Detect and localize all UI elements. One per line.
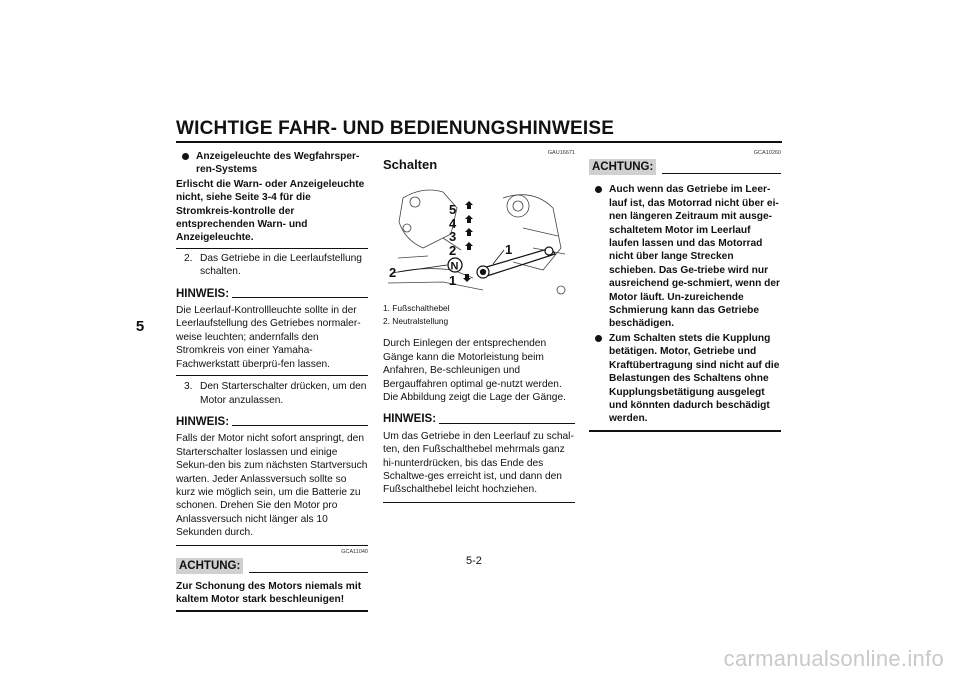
gear-neutral-label: N [450,260,459,273]
column-middle [383,150,575,503]
down-arrow-icon [463,274,471,282]
up-arrow-icon [465,242,473,250]
bullet-text: Zum Schalten stets die Kupplung betätigen. Motor, Getriebe und Kraftübertragung sind nicht auf die Belastungen des Schaltens ohne Kupplungsbetätigung ausgelegt und könnten dadurch beschädigt werden. [609,332,780,425]
note-rule [439,423,575,424]
reference-code: GCA11040 [341,548,368,555]
achtung-rule [662,173,781,174]
gear-5-label: 5 [449,202,457,218]
achtung-rule [249,572,368,573]
note-heading [176,416,368,429]
caption-1: 1. Fußschalthebel [383,303,450,314]
warning-paragraph: Erlischt die Warn- oder Anzeigeleuchte nicht, siehe Seite 3-4 für die Stromkreis-kontrolle der entsprechenden Warn- und Anzeigeleuchte. [176,178,365,244]
shifting-paragraph: Durch Einlegen der entsprechenden Gänge kann die Motorleistung beim Anfahren, Be-schleunigen und Bergauffahren optimal ge-nutzt werden. Die Abbildung zeigt die Lage der Gänge. [383,338,566,404]
note-text: Um das Getriebe in den Leerlauf zu schal-ten, den Fußschalthebel mehrmals ganz hi-nunterdrücken, bis das Ende des Schaltwe-ges erreicht ist, und dann den Fußschalthebel leicht hochziehen. [383,430,574,496]
up-arrow-icon [465,215,473,223]
divider [176,375,368,376]
achtung-heading [589,159,781,175]
title-rule [176,141,782,143]
achtung-label: ACHTUNG: [589,159,656,175]
step-number: 2. [184,252,193,264]
callout-1: 1 [505,242,513,258]
bullet-immobilizer [176,150,368,177]
note-rule [232,425,368,426]
caption-2: 2. Neutralstellung [383,316,449,327]
page-number: 5-2 [466,555,482,567]
note-label: HINWEIS: [176,287,230,300]
callout-2: 2 [389,265,397,281]
bullet-icon [595,335,602,342]
gear-2-label: 2 [449,243,457,259]
achtung-end-rule [589,430,781,432]
up-arrow-icon [465,228,473,236]
gear-shift-figure [383,178,575,298]
note-heading [383,413,575,426]
gear-3-label: 3 [449,229,457,245]
reference-code: GAU16671 [547,150,575,156]
note-text: Die Leerlauf-Kontrollleuchte sollte in der Leerlaufstellung des Getriebes normaler-weise leuchten; andernfalls den Stromkreis von einer Yamaha-Fachwerkstatt überprü-fen lassen. [176,305,361,370]
note-label: HINWEIS: [383,413,437,426]
step-text: Den Starterschalter drücken, um den Motor anzulassen. [200,381,367,406]
chapter-number: 5 [135,318,145,335]
bullet-text: Auch wenn das Getriebe im Leer-lauf ist, das Motorrad nicht über ei-nen längeren Zeitraum mit ausge-schaltetem Motor im Leerlauf laufen lassen und das Motorrad nicht über lange Strecken schieben. Das Ge-triebe wird nur ausreichend ge-schmiert, wenn der Motor läuft. Un-zureichende Schmierung kann das Getriebe beschädigen. [609,184,780,330]
bullet-icon [182,153,189,160]
bullet-heading: Anzeigeleuchte des Wegfahrsper-ren-Systems [196,151,360,176]
engine-line-drawing [388,190,565,294]
step-number: 3. [184,381,193,393]
bullet-icon [595,186,602,193]
achtung-label: ACHTUNG: [176,558,243,574]
divider [176,545,368,546]
section-title: Schalten [383,157,438,172]
step-2 [176,252,368,279]
column-left [176,150,368,612]
step-3 [176,380,368,407]
gear-1-label: 1 [449,273,457,289]
note-rule [232,297,368,298]
reference-code: GCA10260 [753,150,781,156]
achtung-end-rule [176,610,368,612]
divider [176,248,368,249]
step-text: Das Getriebe in die Leerlaufstellung schalten. [200,252,362,278]
note-label: HINWEIS: [176,415,230,428]
gear-indicators [389,201,512,288]
up-arrow-icon [465,201,473,209]
achtung-heading [176,558,368,574]
divider [383,502,575,503]
note-text: Falls der Motor nicht sofort anspringt, den Starterschalter loslassen und einige Sekun-den bis zum nächsten Startversuch warten. Jeder Anlassversuch sollte so kurz wie möglich sein, um die Batterie zu schonen. Drehen Sie den Motor pro Anlassversuch nicht länger als 10 Sekunden durch. [176,433,368,539]
achtung-text: Zur Schonung des Motors niemals mit kaltem Motor stark beschleunigen! [176,580,362,606]
page-title: WICHTIGE FAHR- UND BEDIENUNGSHINWEISE [176,118,615,139]
note-heading [176,288,368,301]
achtung-bullet-2 [589,332,781,426]
column-right [589,150,781,432]
gear-4-label: 4 [449,216,457,232]
watermark: carmanualsonline.info [723,646,944,671]
achtung-bullet-1 [589,183,781,330]
